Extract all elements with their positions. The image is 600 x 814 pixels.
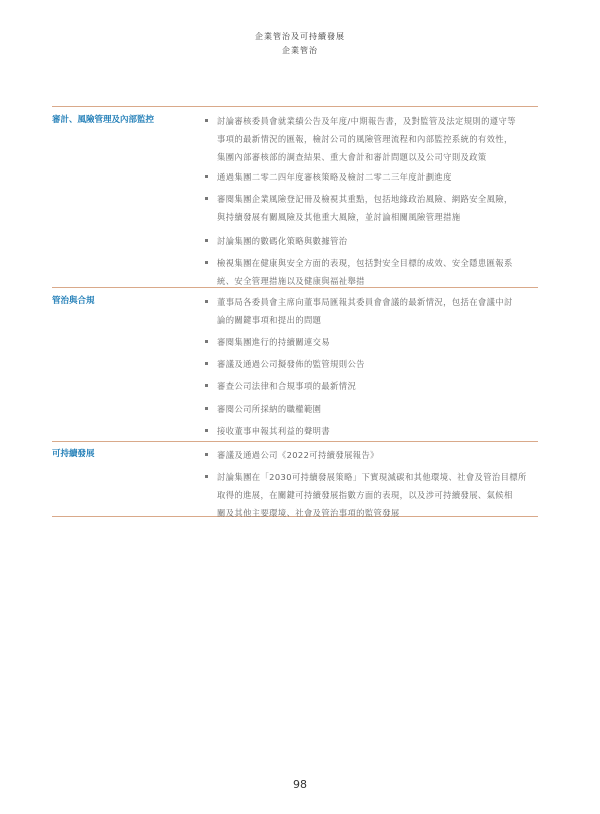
- bullet-text-line: 事項的最新情況的匯報，檢討公司的風險管理流程和內部監控系統的有效性，: [217, 134, 513, 144]
- bullet-icon: [205, 261, 208, 264]
- bullet-item: [205, 422, 540, 440]
- section-divider: [52, 441, 538, 442]
- bullet-text-line: 論的關鍵事項和提出的問題: [217, 315, 322, 325]
- bullet-icon: [205, 475, 208, 478]
- section-label: 管治與合規: [52, 296, 95, 306]
- bullet-text-line: 討論集團在「2030可持續發展策略」下實現減碳和其他環境、社會及管治目標所: [217, 472, 527, 482]
- bullet-icon: [205, 429, 208, 432]
- bullet-icon: [205, 453, 208, 456]
- bullet-icon: [205, 384, 208, 387]
- bullet-item: [205, 254, 540, 290]
- bullet-text-line: 通過集團二零二四年度審核策略及檢討二零二三年度計劃進度: [217, 172, 452, 182]
- bullet-text-line: 審議及通過公司擬發佈的監管規則公告: [217, 359, 365, 369]
- section-label: 可持續發展: [52, 449, 95, 459]
- bullet-text-line: 董事局各委員會主席向董事局匯報其委員會會議的最新情況，包括在會議中討: [217, 297, 513, 307]
- bullet-text-line: 審查公司法律和合規事項的最新情況: [217, 381, 357, 391]
- bullet-icon: [205, 362, 208, 365]
- bullet-text-line: 接收董事申報其利益的聲明書: [217, 426, 331, 436]
- bullet-text-line: 統、安全管理措施以及健康與福祉舉措: [217, 276, 365, 286]
- bullet-text-line: 審閱公司所採納的職權範圍: [217, 404, 322, 414]
- bullet-icon: [205, 197, 208, 200]
- bullet-text-line: 審閱集團企業風險登記冊及檢視其重點，包括地緣政治風險、網路安全風險，: [217, 194, 513, 204]
- section-label: 審計、風險管理及內部監控: [52, 115, 155, 125]
- bullet-text-line: 討論審核委員會就業績公告及年度/中期報告書，及對監管及法定規則的遵守等: [217, 116, 516, 126]
- bullet-item: [205, 232, 540, 250]
- bullet-icon: [205, 407, 208, 410]
- bullet-text-line: 關及其他主要環境、社會及管治事項的監管發展: [217, 508, 400, 518]
- bullet-text-line: 審議及通過公司《2022可持續發展報告》: [217, 450, 379, 460]
- section-divider: [52, 106, 538, 107]
- bullet-icon: [205, 340, 208, 343]
- bullet-text-line: 集團內部審核部的調查結果、重大會計和審計問題以及公司守則及政策: [217, 152, 487, 162]
- bullet-icon: [205, 119, 208, 122]
- bullet-icon: [205, 175, 208, 178]
- bullet-item: [205, 468, 540, 522]
- running-header-title: 企業管治及可持續發展: [255, 32, 345, 41]
- bullet-item: [205, 355, 540, 373]
- page-number: 98: [293, 778, 307, 791]
- bullet-item: [205, 190, 540, 226]
- bullet-text-line: 與持續發展有關風險及其他重大風險，並討論相關風險管理措施: [217, 212, 461, 222]
- bullet-item: [205, 446, 540, 464]
- bullet-text-line: 取得的進展，在關鍵可持續發展指數方面的表現，以及涉可持續發展、氣候相: [217, 490, 513, 500]
- bullet-item: [205, 333, 540, 351]
- bullet-icon: [205, 300, 208, 303]
- bullet-text-line: 檢視集團在健康與安全方面的表現，包括對安全目標的成效、安全隱患匯報系: [217, 258, 513, 268]
- bullet-item: [205, 293, 540, 329]
- bullet-item: [205, 377, 540, 395]
- bullet-item: [205, 112, 540, 166]
- bullet-text-line: 審閱集團進行的持續關連交易: [217, 337, 331, 347]
- bullet-icon: [205, 239, 208, 242]
- bullet-item: [205, 168, 540, 186]
- bullet-item: [205, 400, 540, 418]
- bullet-text-line: 討論集團的數碼化策略與數據管治: [217, 236, 348, 246]
- running-header-subtitle: 企業管治: [282, 46, 318, 55]
